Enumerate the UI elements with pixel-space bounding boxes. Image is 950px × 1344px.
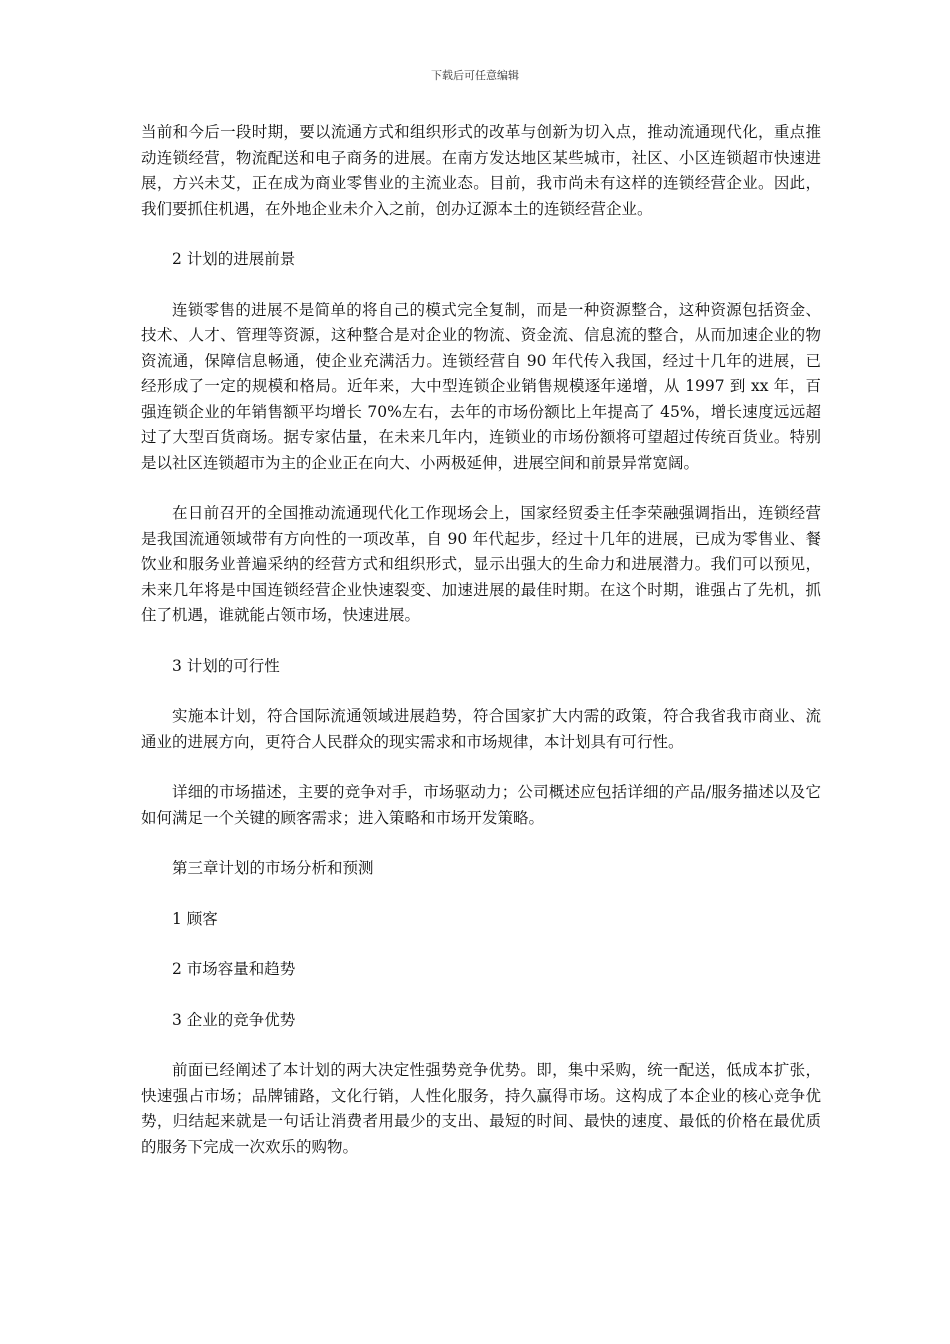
section-heading-feasibility: 3 计划的可行性 — [172, 656, 280, 675]
document-body — [141, 120, 821, 1185]
paragraph-feasibility: 实施本计划，符合国际流通领域进展趋势，符合国家扩大内需的政策，符合我省我市商业、流通业的进展方向，更符合人民群众的现实需求和市场规律，本计划具有可行性。 — [141, 707, 821, 751]
chapter-heading-market-analysis: 第三章计划的市场分析和预测 — [172, 859, 374, 877]
subheading-competitive-advantage: 3 企业的竞争优势 — [172, 1010, 296, 1029]
paragraph-chain-retail: 连锁零售的进展不是简单的将自己的模式完全复制，而是一种资源整合，这种资源包括资金、技术、人才、管理等资源，这种整合是对企业的物流、资金流、信息流的整合，从而加速企业的物资流通，保障信息畅通，使企业充满活力。连锁经营自 90 年代传入我国，经过十几年的进展，已经形成了一定的规模和格局。近年来，大中型连锁企业销售规模逐年递增，从 1997 到 xx 年，百强连锁企业的年销售额平均增长 70%左右，去年的市场份额比上年提高了 45%，增长速度远远超过了大型百货商场。据专家估量，在未来几年内，连锁业的市场份额将可望超过传统百货业。特别是以社区连锁超市为主的企业正在向大、小两极延伸，进展空间和前景异常宽阔。 — [141, 300, 821, 472]
paragraph-market-description: 详细的市场描述，主要的竞争对手，市场驱动力；公司概述应包括详细的产品/服务描述以及它如何满足一个关键的顾客需求；进入策略和市场开发策略。 — [141, 783, 821, 827]
page-header: 下载后可任意编辑 — [431, 69, 519, 82]
paragraph-competitive-advantage: 前面已经阐述了本计划的两大决定性强势竞争优势。即，集中采购，统一配送，低成本扩张，快速强占市场；品牌铺路，文化行销，人性化服务，持久赢得市场。这构成了本企业的核心竞争优势，归结起来就是一句话让消费者用最少的支出、最短的时间、最快的速度、最低的价格在最优质的服务下完成一次欢乐的购物。 — [141, 1061, 821, 1156]
paragraph-conference: 在日前召开的全国推动流通现代化工作现场会上，国家经贸委主任李荣融强调指出，连锁经营是我国流通领域带有方向性的一项改革，自 90 年代起步，经过十几年的进展，已成为零售业、餐饮业和服务业普遍采纳的经营方式和组织形式，显示出强大的生命力和进展潜力。我们可以预见，未来几年将是中国连锁经营企业快速裂变、加速进展的最佳时期。在这个时期，谁强占了先机，抓住了机遇，谁就能占领市场，快速进展。 — [141, 504, 821, 624]
subheading-customers: 1 顾客 — [172, 909, 218, 928]
section-heading-prospects: 2 计划的进展前景 — [172, 250, 296, 268]
subheading-market-capacity: 2 市场容量和趋势 — [172, 960, 296, 978]
paragraph-intro: 当前和今后一段时期，要以流通方式和组织形式的改革与创新为切入点，推动流通现代化，重点推动连锁经营，物流配送和电子商务的进展。在南方发达地区某些城市，社区、小区连锁超市快速进展，方兴未艾，正在成为商业零售业的主流业态。目前，我市尚未有这样的连锁经营企业。因此，我们要抓住机遇，在外地企业未介入之前，创办辽源本土的连锁经营企业。 — [141, 123, 821, 218]
